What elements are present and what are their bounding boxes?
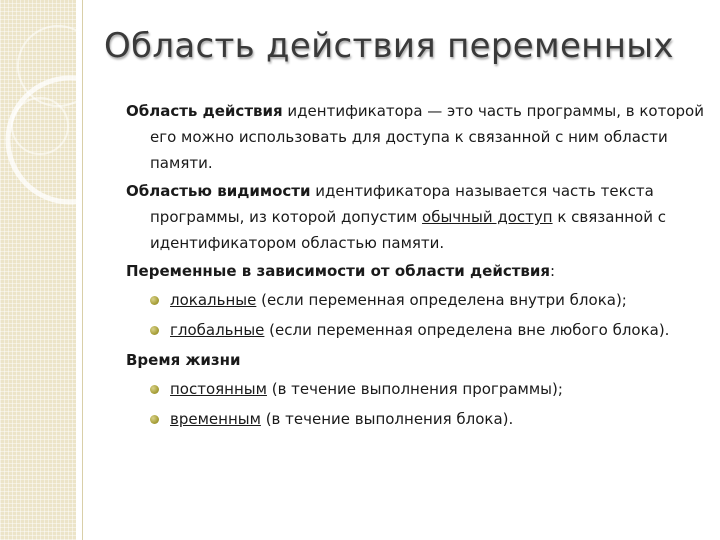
scope-definition-text: идентификатора — это часть программы, в которой его можно использовать для доступа к связанной с ним области памяти. — [150, 102, 704, 172]
decorative-circles-icon — [0, 0, 76, 540]
scope-list — [126, 287, 706, 343]
term-lifetime: Время жизни — [126, 351, 241, 369]
term-visibility: Областью видимости — [126, 182, 311, 200]
bullet-icon — [150, 296, 159, 305]
list-item-term: временным — [170, 410, 261, 428]
list-item — [126, 317, 706, 343]
list-item — [126, 406, 706, 432]
slide-body — [126, 98, 706, 436]
list-item-term: постоянным — [170, 380, 267, 398]
bullet-icon — [150, 415, 159, 424]
paragraph-variables-by-scope — [126, 258, 706, 284]
list-item-term: глобальные — [170, 321, 265, 339]
slide-title: Область действия переменных — [104, 26, 674, 66]
list-item — [126, 376, 706, 402]
paragraph-visibility-definition — [126, 178, 706, 256]
normal-access-term: обычный доступ — [422, 208, 553, 226]
list-item — [126, 287, 706, 313]
list-item-text: (в течение выполнения блока). — [260, 410, 514, 428]
bullet-icon — [150, 385, 159, 394]
list-item-text: (если переменная определена внутри блока); — [256, 291, 627, 309]
list-item-term: локальные — [170, 291, 257, 309]
paragraph-lifetime — [126, 347, 706, 373]
visibility-text-after: к связанной с идентификатором областью памяти. — [150, 208, 666, 252]
list-item-text: (в течение выполнения программы); — [266, 380, 563, 398]
lifetime-list — [126, 376, 706, 432]
variables-by-scope-colon: : — [550, 262, 556, 280]
visibility-text-before: идентификатора называется часть текста программы, из которой допустим — [150, 182, 654, 226]
paragraph-scope-definition — [126, 98, 706, 176]
decorative-side-strip — [0, 0, 76, 540]
term-scope: Область действия — [126, 102, 283, 120]
bullet-icon — [150, 326, 159, 335]
term-variables-by-scope: Переменные в зависимости от области действия — [126, 262, 551, 280]
list-item-text: (если переменная определена вне любого блока). — [264, 321, 670, 339]
vertical-divider — [82, 0, 83, 540]
